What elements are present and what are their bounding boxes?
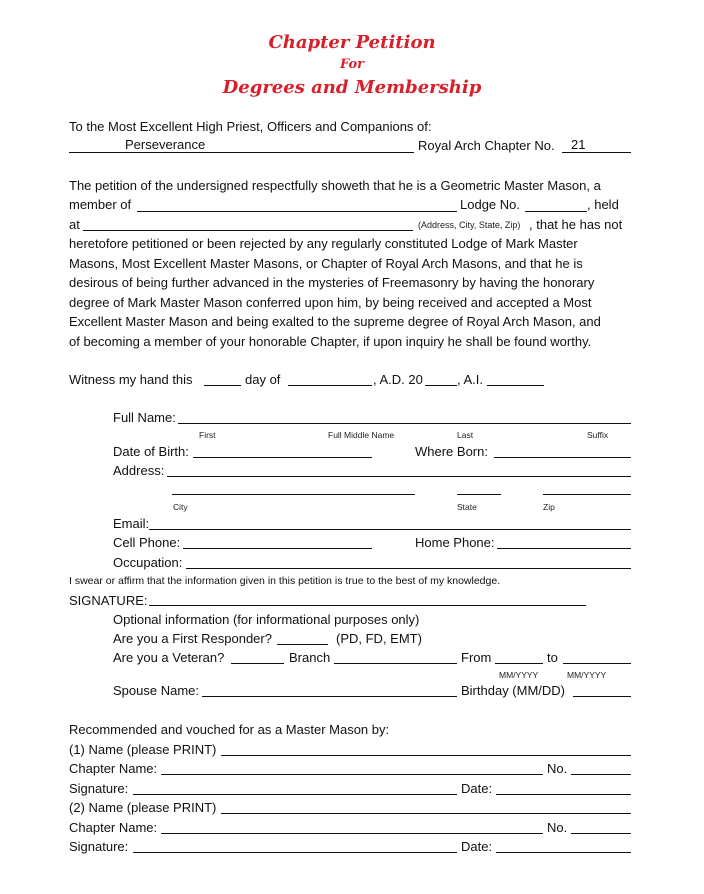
- home-phone-label: Home Phone:: [415, 535, 495, 550]
- lodge-no-field[interactable]: [525, 211, 587, 212]
- recommender-2-chapter-label: Chapter Name:: [69, 820, 158, 835]
- recommender-1-no-field[interactable]: [571, 774, 631, 775]
- recommender-2-name-label: (2) Name (please PRINT): [69, 800, 217, 815]
- zip-field[interactable]: [543, 494, 631, 495]
- from-format-hint: MM/YYYY: [499, 670, 539, 680]
- birthday-label: Birthday (MM/DD): [461, 683, 566, 698]
- occupation-field[interactable]: [186, 568, 631, 569]
- dob-label: Date of Birth:: [113, 444, 189, 459]
- recommender-1-name-field[interactable]: [221, 755, 631, 756]
- chapter-name-field[interactable]: [69, 152, 414, 153]
- witness-ad-year-field[interactable]: [425, 385, 457, 386]
- petition-line-1: The petition of the undersigned respectfully showeth that he is a Geometric Master Mason, a: [69, 178, 601, 193]
- member-of-field[interactable]: [137, 211, 457, 212]
- city-hint: City: [173, 502, 188, 512]
- from-date-field[interactable]: [495, 663, 543, 664]
- state-field[interactable]: [457, 494, 501, 495]
- branch-field[interactable]: [334, 663, 457, 664]
- cell-phone-label: Cell Phone:: [113, 535, 181, 550]
- branch-label: Branch: [289, 650, 331, 665]
- state-hint: State: [457, 502, 477, 512]
- held-at-field[interactable]: [83, 230, 413, 231]
- recommender-1-signature-label: Signature:: [69, 781, 129, 796]
- city-field[interactable]: [172, 494, 415, 495]
- last-name-hint: Last: [457, 430, 474, 440]
- petition-line-3-end: , that he has not: [529, 217, 623, 232]
- signature-label: SIGNATURE:: [69, 593, 148, 608]
- address-hint: (Address, City, State, Zip): [418, 220, 521, 230]
- suffix-hint: Suffix: [587, 430, 609, 440]
- where-born-field[interactable]: [494, 457, 631, 458]
- recommender-2-no-field[interactable]: [571, 833, 631, 834]
- petition-line-6: desirous of being further advanced in the mysteries of Freemasonry by having the honorary: [69, 275, 595, 290]
- veteran-label: Are you a Veteran?: [113, 650, 225, 665]
- witness-month-field[interactable]: [288, 385, 372, 386]
- recommender-1-chapter-label: Chapter Name:: [69, 761, 158, 776]
- swear-statement: I swear or affirm that the information given in this petition is true to the best of my knowledge.: [69, 575, 501, 587]
- to-label: to: [547, 650, 558, 665]
- petition-line-8: Excellent Master Mason and being exalted to the supreme degree of Royal Arch Mason, and: [69, 314, 601, 329]
- first-responder-options: (PD, FD, EMT): [336, 631, 422, 646]
- recommender-1-signature-field[interactable]: [133, 794, 457, 795]
- full-name-label: Full Name:: [113, 410, 176, 425]
- first-name-hint: First: [199, 430, 216, 440]
- recommender-1-name-label: (1) Name (please PRINT): [69, 742, 217, 757]
- lodge-no-label: Lodge No.: [460, 197, 520, 212]
- chapter-no-value: 21: [571, 137, 586, 152]
- address-label: Address:: [113, 463, 165, 478]
- where-born-label: Where Born:: [415, 444, 488, 459]
- middle-name-hint: Full Middle Name: [328, 430, 395, 440]
- address-field[interactable]: [167, 476, 631, 477]
- recommender-1-chapter-field[interactable]: [161, 774, 543, 775]
- recommender-2-name-field[interactable]: [221, 813, 631, 814]
- veteran-field[interactable]: [231, 663, 284, 664]
- form-title-line1: Chapter Petition: [268, 32, 436, 53]
- cell-phone-field[interactable]: [183, 548, 372, 549]
- recommender-2-no-label: No.: [547, 820, 568, 835]
- full-name-field[interactable]: [178, 423, 631, 424]
- spouse-name-label: Spouse Name:: [113, 683, 199, 698]
- recommender-2-date-label: Date:: [461, 839, 493, 854]
- chapter-no-field[interactable]: [562, 152, 631, 153]
- optional-heading: Optional information (for informational purposes only): [113, 612, 420, 627]
- address-to: To the Most Excellent High Priest, Officers and Companions of:: [69, 119, 432, 134]
- witness-label: Witness my hand this: [69, 372, 193, 387]
- birthday-field[interactable]: [573, 696, 631, 697]
- email-label: Email:: [113, 516, 150, 531]
- royal-arch-label: Royal Arch Chapter No.: [418, 138, 555, 153]
- occupation-label: Occupation:: [113, 555, 183, 570]
- recommender-2-signature-label: Signature:: [69, 839, 129, 854]
- recommender-1-no-label: No.: [547, 761, 568, 776]
- petition-line-9: of becoming a member of your honorable Chapter, if upon inquiry he shall be found worthy.: [69, 334, 592, 349]
- petition-line-4: heretofore petitioned or been rejected by any regularly constituted Lodge of Mark Master: [69, 236, 578, 251]
- ad-label: , A.D. 20: [373, 372, 423, 387]
- to-format-hint: MM/YYYY: [567, 670, 607, 680]
- recommender-1-date-label: Date:: [461, 781, 493, 796]
- spouse-name-field[interactable]: [202, 696, 457, 697]
- first-responder-field[interactable]: [277, 644, 328, 645]
- from-label: From: [461, 650, 492, 665]
- to-date-field[interactable]: [563, 663, 631, 664]
- member-of-label: member of: [69, 197, 132, 212]
- home-phone-field[interactable]: [497, 548, 631, 549]
- ai-label: , A.I.: [457, 372, 484, 387]
- petition-line-7: degree of Mark Master Mason conferred upon him, by being received and accepted a Most: [69, 295, 592, 310]
- day-of-label: day of: [245, 372, 281, 387]
- form-title-line3: Degrees and Membership: [222, 77, 482, 98]
- form-title-line2: For: [339, 57, 365, 72]
- email-field[interactable]: [149, 529, 631, 530]
- first-responder-label: Are you a First Responder?: [113, 631, 272, 646]
- recommender-1-date-field[interactable]: [496, 794, 631, 795]
- recommender-2-signature-field[interactable]: [133, 852, 457, 853]
- chapter-name-value: Perseverance: [125, 137, 206, 152]
- petition-line-5: Masons, Most Excellent Master Masons, or Chapter of Royal Arch Masons, and that he is: [69, 256, 583, 271]
- witness-ai-year-field[interactable]: [487, 385, 544, 386]
- recommender-2-date-field[interactable]: [496, 852, 631, 853]
- recommender-2-chapter-field[interactable]: [161, 833, 543, 834]
- at-label: at: [69, 217, 80, 232]
- recommend-heading: Recommended and vouched for as a Master Mason by:: [69, 722, 390, 737]
- signature-field[interactable]: [149, 605, 586, 606]
- witness-day-field[interactable]: [204, 385, 241, 386]
- zip-hint: Zip: [543, 502, 555, 512]
- dob-field[interactable]: [193, 457, 372, 458]
- held-label: , held: [587, 197, 619, 212]
